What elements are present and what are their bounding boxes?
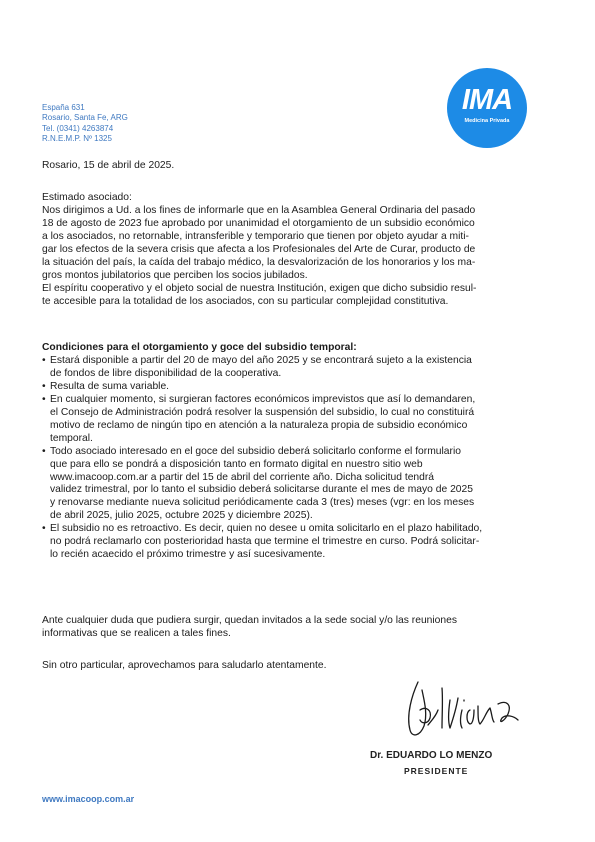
condition-item bbox=[42, 381, 557, 394]
text-line: El espíritu cooperativo y el objeto social de nuestra Institución, exigen que dicho subsidio resul- bbox=[42, 282, 477, 294]
closing-invitation bbox=[42, 615, 557, 641]
text-line: y renovarse mediante nueva solicitud periódicamente cada 3 (tres) meses (vgr: en los meses bbox=[50, 497, 475, 509]
text-line: Resulta de suma variable. bbox=[50, 380, 170, 392]
bullet-icon: • bbox=[42, 380, 46, 392]
text-line: motivo de reclamo de ningún tipo en atención a la naturaleza propia de subsidio económico bbox=[50, 419, 468, 431]
condition-item bbox=[42, 523, 557, 562]
signature-image bbox=[398, 670, 528, 740]
text-line: validez trimestral, por lo tanto el subsidio deberá solicitarse durante el mes de mayo de 2025 bbox=[50, 484, 473, 496]
text-line: la situación del país, la caída del trabajo médico, la desvalorización de los honorarios y los ma- bbox=[42, 256, 476, 268]
text-line: En cualquier momento, si surgieran factores económicos imprevistos que así lo demandaren, bbox=[50, 393, 476, 405]
text-line: a los asociados, no retornable, intransferible y temporario que tienen por objeto ayudar a miti- bbox=[42, 230, 469, 242]
logo-wordmark: IMA bbox=[461, 84, 513, 116]
condition-item bbox=[42, 446, 557, 524]
text-line: te accesible para la totalidad de los asociados, con su particular complejidad constitutiva. bbox=[42, 295, 449, 307]
signer-role: PRESIDENTE bbox=[404, 766, 469, 776]
text-line: de fondos de libre disponibilidad de la cooperativa. bbox=[50, 367, 282, 379]
bullet-icon: • bbox=[42, 445, 46, 457]
conditions-title: Condiciones para el otorgamiento y goce del subsidio temporal: bbox=[42, 342, 357, 353]
text-line: gros montos jubilatorios que perciben los socios jubilados. bbox=[42, 269, 308, 281]
greeting: Estimado asociado: bbox=[42, 192, 132, 203]
bullet-icon: • bbox=[42, 523, 46, 535]
closing-salutation: Sin otro particular, aprovechamos para saludarlo atentamente. bbox=[42, 660, 327, 671]
ima-logo bbox=[447, 68, 527, 148]
paragraph-spirit bbox=[42, 283, 557, 309]
text-line: informativas que se realicen a tales fines. bbox=[42, 627, 231, 639]
sender-address bbox=[42, 103, 128, 144]
condition-item bbox=[42, 355, 557, 381]
text-line: no podrá reclamarlo con posterioridad hasta que termine el trimestre en curso. Podrá solicitar- bbox=[50, 536, 480, 548]
paragraph-intro bbox=[42, 205, 557, 283]
text-line: de abril 2025, julio 2025, octubre 2025 y diciembre 2025). bbox=[50, 510, 313, 522]
condition-item bbox=[42, 394, 557, 446]
letter-date: Rosario, 15 de abril de 2025. bbox=[42, 160, 175, 171]
signer-name: Dr. EDUARDO LO MENZO bbox=[370, 750, 493, 761]
text-line: Todo asociado interesado en el goce del subsidio deberá solicitarlo conforme el formulario bbox=[50, 445, 461, 457]
text-line: el Consejo de Administración podrá resolver la suspensión del subsidio, lo cual no constituirá bbox=[50, 406, 475, 418]
text-line: que para ello se pondrá a disposición tanto en formato digital en nuestro sitio web bbox=[50, 458, 423, 470]
footer-website: www.imacoop.com.ar bbox=[42, 794, 135, 804]
text-line: temporal. bbox=[50, 432, 93, 444]
conditions-section bbox=[42, 342, 557, 562]
address-line: Tel. (0341) 4263874 bbox=[42, 123, 114, 133]
text-line: gar los efectos de la severa crisis que afecta a los Profesionales del Arte de Curar, producto de bbox=[42, 243, 476, 255]
logo-tagline: Medicina Privada bbox=[464, 118, 510, 124]
address-line: Rosario, Santa Fe, ARG bbox=[42, 113, 128, 123]
text-line: www.imacoop.com.ar a partir del 15 de abril del corriente año. Dicha solicitud tendrá bbox=[50, 471, 435, 483]
address-line: España 631 bbox=[42, 103, 85, 112]
bullet-icon: • bbox=[42, 393, 46, 405]
text-line: Ante cualquier duda que pudiera surgir, quedan invitados a la sede social y/o las reuniones bbox=[42, 615, 458, 626]
letter-body bbox=[42, 192, 557, 309]
text-line: lo recién acaecido el próximo trimestre y así sucesivamente. bbox=[50, 549, 326, 561]
text-line: Nos dirigimos a Ud. a los fines de informarle que en la Asamblea General Ordinaria del pasado bbox=[42, 204, 476, 216]
text-line: Estará disponible a partir del 20 de mayo del año 2025 y se encontrará sujeto a la existencia bbox=[50, 354, 472, 366]
text-line: El subsidio no es retroactivo. Es decir, quien no desee u omita solicitarlo en el plazo habilitado, bbox=[50, 523, 483, 535]
bullet-icon: • bbox=[42, 354, 46, 366]
text-line: 18 de agosto de 2023 fue aprobado por unanimidad el otorgamiento de un subsidio económico bbox=[42, 217, 475, 229]
address-line: R.N.E.M.P. Nº 1325 bbox=[42, 133, 112, 143]
